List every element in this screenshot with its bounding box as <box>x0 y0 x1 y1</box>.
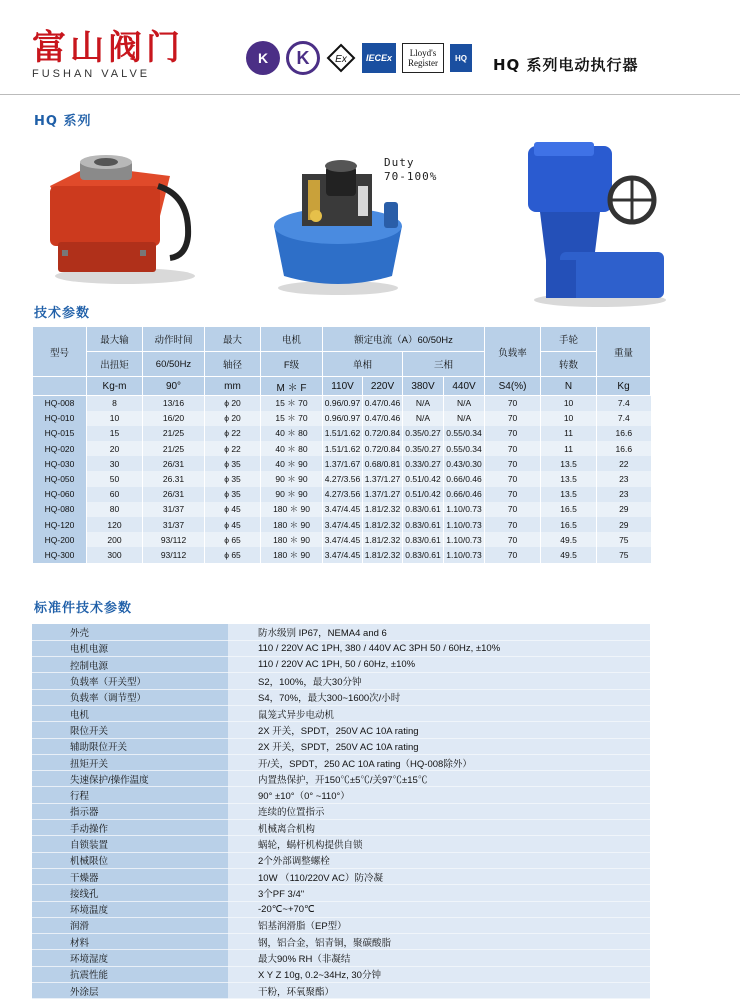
brand-logo-cn: 富山阀门 <box>32 28 184 68</box>
table-row <box>32 917 650 933</box>
param-value: 2X 开关，SPDT，250V AC 10A rating <box>228 722 650 738</box>
param-name: 负载率（调节型） <box>32 689 228 705</box>
param-value: 铝基润滑脂（EP型） <box>228 917 650 933</box>
cell-torque: 120 <box>87 517 143 532</box>
cell-hand: 10 <box>541 411 597 426</box>
cell-duty: 70 <box>485 471 541 486</box>
table-row <box>32 640 650 656</box>
cell-v380: 0.51/0.42 <box>403 487 444 502</box>
cell-v220: 1.81/2.32 <box>363 547 403 562</box>
cell-v110: 0.96/0.97 <box>323 396 363 411</box>
param-name: 控制电源 <box>32 657 228 673</box>
param-value: S4，70%，最大300~1600次/小时 <box>228 689 650 705</box>
cell-v110: 4.27/3.56 <box>323 487 363 502</box>
unit-handwheel: N <box>541 377 597 396</box>
table-row <box>32 803 650 819</box>
cell-time: 21/25 <box>143 441 205 456</box>
cell-time: 21/25 <box>143 426 205 441</box>
cell-hand: 49.5 <box>541 547 597 562</box>
param-value: 2X 开关，SPDT，250V AC 10A rating <box>228 738 650 754</box>
cell-duty: 70 <box>485 532 541 547</box>
cell-v110: 3.47/4.45 <box>323 547 363 562</box>
table-row <box>32 657 650 673</box>
cert-iecex-icon: IECEx <box>362 43 396 73</box>
col-header-torque: 最大输 <box>87 327 143 352</box>
cell-duty: 70 <box>485 396 541 411</box>
col-header-handwheel: 手轮 <box>541 327 597 352</box>
spec-section-title: 技术参数 <box>34 306 91 321</box>
table-row <box>32 689 650 705</box>
cell-weight: 16.6 <box>597 426 651 441</box>
cell-v220: 0.68/0.81 <box>363 456 403 471</box>
cell-v110: 3.47/4.45 <box>323 502 363 517</box>
param-name: 手动操作 <box>32 820 228 836</box>
cell-model: HQ-015 <box>33 426 87 441</box>
table-row <box>32 722 650 738</box>
table-row <box>32 820 650 836</box>
cert-k-icon: K <box>286 41 320 75</box>
cell-v440: 0.66/0.46 <box>444 487 485 502</box>
cell-motor: 180 ＊ 90 <box>261 517 323 532</box>
cell-hand: 10 <box>541 396 597 411</box>
cell-hand: 13.5 <box>541 471 597 486</box>
param-value: 2个外部调整螺栓 <box>228 852 650 868</box>
duty-label: Duty 70-100% <box>384 156 438 183</box>
cell-v440: N/A <box>444 396 485 411</box>
param-value: 内置热保护，开150℃±5℃/关97℃±15℃ <box>228 771 650 787</box>
col-header-shaft: 最大 <box>205 327 261 352</box>
cell-weight: 29 <box>597 502 651 517</box>
cell-torque: 30 <box>87 456 143 471</box>
cell-v110: 0.96/0.97 <box>323 411 363 426</box>
cell-shaft: ϕ 45 <box>205 502 261 517</box>
param-value: 蜗轮，蜗杆机构提供自锁 <box>228 836 650 852</box>
cell-v380: 0.83/0.61 <box>403 532 444 547</box>
cell-time: 13/16 <box>143 396 205 411</box>
table-row <box>32 624 650 640</box>
unit-weight: Kg <box>597 377 651 396</box>
table-row <box>32 868 650 884</box>
cell-v220: 1.37/1.27 <box>363 487 403 502</box>
cert-ku-icon: K <box>246 41 280 75</box>
col-header-weight: 重量 <box>597 327 651 377</box>
cell-hand: 13.5 <box>541 487 597 502</box>
cell-duty: 70 <box>485 517 541 532</box>
cell-v440: 0.55/0.34 <box>444 426 485 441</box>
param-name: 润滑 <box>32 917 228 933</box>
param-value: 90° ±10°（0° ~110°） <box>228 787 650 803</box>
col-header-time-2: 60/50Hz <box>143 352 205 377</box>
cell-model: HQ-010 <box>33 411 87 426</box>
product-image-red-actuator <box>40 146 200 290</box>
cell-torque: 15 <box>87 426 143 441</box>
cell-v220: 0.47/0.46 <box>363 396 403 411</box>
cell-time: 93/112 <box>143 547 205 562</box>
col-header-duty: 负载率 <box>485 327 541 377</box>
col-header-three-phase: 三相 <box>403 352 485 377</box>
cell-v440: 1.10/0.73 <box>444 547 485 562</box>
col-header-time: 动作时间 <box>143 327 205 352</box>
cell-weight: 7.4 <box>597 411 651 426</box>
cell-torque: 10 <box>87 411 143 426</box>
cell-v110: 3.47/4.45 <box>323 517 363 532</box>
brand-logo-en: FUSHAN VALVE <box>32 68 151 80</box>
cell-v380: N/A <box>403 411 444 426</box>
table-row <box>32 705 650 721</box>
table-row <box>33 426 651 441</box>
param-name: 失速保护/操作温度 <box>32 771 228 787</box>
cell-shaft: ϕ 35 <box>205 471 261 486</box>
param-name: 指示器 <box>32 803 228 819</box>
cell-motor: 40 ＊ 80 <box>261 426 323 441</box>
cell-shaft: ϕ 22 <box>205 426 261 441</box>
table-row <box>33 471 651 486</box>
cell-shaft: ϕ 35 <box>205 456 261 471</box>
cell-v110: 3.47/4.45 <box>323 532 363 547</box>
cell-weight: 23 <box>597 471 651 486</box>
std-section-title: 标准件技术参数 <box>34 601 133 616</box>
table-row <box>33 532 651 547</box>
cell-weight: 23 <box>597 487 651 502</box>
table-row <box>33 396 651 411</box>
product-image-blue-actuator <box>520 140 680 314</box>
cell-model: HQ-030 <box>33 456 87 471</box>
unit-110v: 110V <box>323 377 363 396</box>
cell-shaft: ϕ 22 <box>205 441 261 456</box>
cell-model: HQ-200 <box>33 532 87 547</box>
table-row <box>33 487 651 502</box>
cell-duty: 70 <box>485 487 541 502</box>
cell-model: HQ-020 <box>33 441 87 456</box>
cell-v380: 0.35/0.27 <box>403 441 444 456</box>
param-value: S2，100%，最大30分钟 <box>228 673 650 689</box>
col-header-model: 型号 <box>33 327 87 377</box>
cell-duty: 70 <box>485 426 541 441</box>
cell-model: HQ-060 <box>33 487 87 502</box>
table-row <box>32 836 650 852</box>
cell-v220: 0.72/0.84 <box>363 441 403 456</box>
param-value: 连续的位置指示 <box>228 803 650 819</box>
cell-time: 16/20 <box>143 411 205 426</box>
table-row <box>32 787 650 803</box>
cell-v380: 0.83/0.61 <box>403 502 444 517</box>
param-name: 负载率（开关型） <box>32 673 228 689</box>
table-row <box>32 901 650 917</box>
table-row <box>33 547 651 562</box>
unit-model <box>33 377 87 396</box>
cell-torque: 20 <box>87 441 143 456</box>
cell-shaft: ϕ 35 <box>205 487 261 502</box>
cell-weight: 75 <box>597 547 651 562</box>
cell-weight: 75 <box>597 532 651 547</box>
cell-v110: 4.27/3.56 <box>323 471 363 486</box>
unit-motor: M ＊ F <box>261 377 323 396</box>
cell-torque: 300 <box>87 547 143 562</box>
cell-motor: 180 ＊ 90 <box>261 502 323 517</box>
param-name: 限位开关 <box>32 722 228 738</box>
param-value: 110 / 220V AC 1PH, 380 / 440V AC 3PH 50 / 60Hz, ±10% <box>228 640 650 656</box>
cell-v380: 0.83/0.61 <box>403 517 444 532</box>
cell-motor: 40 ＊ 80 <box>261 441 323 456</box>
unit-380v: 380V <box>403 377 444 396</box>
unit-torque: Kg-m <box>87 377 143 396</box>
cell-time: 31/37 <box>143 502 205 517</box>
col-header-torque-2: 出扭矩 <box>87 352 143 377</box>
cell-motor: 40 ＊ 90 <box>261 456 323 471</box>
cell-hand: 49.5 <box>541 532 597 547</box>
cell-motor: 90 ＊ 90 <box>261 487 323 502</box>
cell-time: 93/112 <box>143 532 205 547</box>
cell-hand: 16.5 <box>541 517 597 532</box>
cell-time: 26/31 <box>143 487 205 502</box>
table-row <box>33 441 651 456</box>
cell-v110: 1.37/1.67 <box>323 456 363 471</box>
unit-440v: 440V <box>444 377 485 396</box>
cell-v380: 0.33/0.27 <box>403 456 444 471</box>
table-row <box>32 966 650 982</box>
table-row <box>32 950 650 966</box>
cell-time: 31/37 <box>143 517 205 532</box>
cell-motor: 90 ＊ 90 <box>261 471 323 486</box>
cell-weight: 16.6 <box>597 441 651 456</box>
cell-duty: 70 <box>485 456 541 471</box>
param-value: 10W （110/220V AC）防冷凝 <box>228 868 650 884</box>
param-name: 环境温度 <box>32 901 228 917</box>
param-name: 材料 <box>32 934 228 950</box>
col-header-single-phase: 单相 <box>323 352 403 377</box>
cell-motor: 15 ＊ 70 <box>261 396 323 411</box>
unit-time: 90° <box>143 377 205 396</box>
cell-v110: 1.51/1.62 <box>323 426 363 441</box>
cell-model: HQ-008 <box>33 396 87 411</box>
cell-v380: 0.83/0.61 <box>403 547 444 562</box>
cell-v220: 1.37/1.27 <box>363 471 403 486</box>
cell-hand: 16.5 <box>541 502 597 517</box>
cell-v220: 1.81/2.32 <box>363 532 403 547</box>
table-row <box>32 934 650 950</box>
table-row <box>32 771 650 787</box>
col-header-motor: 电机 <box>261 327 323 352</box>
cell-weight: 22 <box>597 456 651 471</box>
cell-model: HQ-300 <box>33 547 87 562</box>
cell-hand: 11 <box>541 426 597 441</box>
table-row <box>32 754 650 770</box>
param-name: 电机 <box>32 705 228 721</box>
param-name: 行程 <box>32 787 228 803</box>
param-name: 接线孔 <box>32 885 228 901</box>
param-name: 扭矩开关 <box>32 754 228 770</box>
param-name: 辅助限位开关 <box>32 738 228 754</box>
cell-shaft: ϕ 45 <box>205 517 261 532</box>
spec-table-body <box>33 396 651 563</box>
certification-logos <box>246 40 472 76</box>
param-value: -20℃~+70℃ <box>228 901 650 917</box>
param-value: 干粉，环氧聚酯） <box>228 983 650 999</box>
cell-duty: 70 <box>485 411 541 426</box>
cell-v440: N/A <box>444 411 485 426</box>
cell-v440: 1.10/0.73 <box>444 502 485 517</box>
page-title: HQ 系列电动执行器 <box>493 56 639 74</box>
table-row <box>32 852 650 868</box>
cell-v220: 0.47/0.46 <box>363 411 403 426</box>
header-divider <box>0 94 740 95</box>
cell-model: HQ-050 <box>33 471 87 486</box>
param-name: 电机电源 <box>32 640 228 656</box>
param-name: 环境湿度 <box>32 950 228 966</box>
cell-model: HQ-080 <box>33 502 87 517</box>
col-header-shaft-2: 轴径 <box>205 352 261 377</box>
table-row <box>33 411 651 426</box>
cell-shaft: ϕ 20 <box>205 396 261 411</box>
param-name: 外壳 <box>32 624 228 640</box>
cell-hand: 13.5 <box>541 456 597 471</box>
cell-v380: 0.35/0.27 <box>403 426 444 441</box>
cell-shaft: ϕ 65 <box>205 547 261 562</box>
table-row <box>33 456 651 471</box>
cell-duty: 70 <box>485 502 541 517</box>
cell-v380: 0.51/0.42 <box>403 471 444 486</box>
param-value: 机械离合机构 <box>228 820 650 836</box>
table-row <box>33 517 651 532</box>
table-row <box>32 983 650 999</box>
table-row <box>33 502 651 517</box>
cell-torque: 80 <box>87 502 143 517</box>
table-row <box>32 738 650 754</box>
col-header-current: 额定电流（A）60/50Hz <box>323 327 485 352</box>
cell-torque: 200 <box>87 532 143 547</box>
cell-v440: 0.55/0.34 <box>444 441 485 456</box>
param-name: 抗震性能 <box>32 966 228 982</box>
col-header-motor-2: F级 <box>261 352 323 377</box>
cell-hand: 11 <box>541 441 597 456</box>
col-header-handwheel-2: 转数 <box>541 352 597 377</box>
cell-motor: 180 ＊ 90 <box>261 547 323 562</box>
unit-220v: 220V <box>363 377 403 396</box>
cell-weight: 7.4 <box>597 396 651 411</box>
cell-torque: 8 <box>87 396 143 411</box>
param-value: 3个PF 3/4" <box>228 885 650 901</box>
cell-shaft: ϕ 65 <box>205 532 261 547</box>
cell-time: 26.31 <box>143 471 205 486</box>
cell-time: 26/31 <box>143 456 205 471</box>
cell-motor: 180 ＊ 90 <box>261 532 323 547</box>
cell-v220: 0.72/0.84 <box>363 426 403 441</box>
param-value: 鼠笼式异步电动机 <box>228 705 650 721</box>
param-name: 自锁装置 <box>32 836 228 852</box>
cell-v220: 1.81/2.32 <box>363 517 403 532</box>
cell-duty: 70 <box>485 441 541 456</box>
cell-v440: 1.10/0.73 <box>444 532 485 547</box>
cell-v440: 0.66/0.46 <box>444 471 485 486</box>
param-name: 干燥器 <box>32 868 228 884</box>
series-title: HQ 系列 <box>34 114 92 129</box>
cell-duty: 70 <box>485 547 541 562</box>
cell-motor: 15 ＊ 70 <box>261 411 323 426</box>
cell-model: HQ-120 <box>33 517 87 532</box>
cell-torque: 60 <box>87 487 143 502</box>
cell-v110: 1.51/1.62 <box>323 441 363 456</box>
param-value: 钢，铝合金，铝青铜，聚碳酸脂 <box>228 934 650 950</box>
cell-torque: 50 <box>87 471 143 486</box>
cert-hq-icon: HQ <box>450 44 472 72</box>
param-value: X Y Z 10g, 0.2~34Hz, 30分钟 <box>228 966 650 982</box>
table-row <box>32 673 650 689</box>
cell-v380: N/A <box>403 396 444 411</box>
param-name: 机械限位 <box>32 852 228 868</box>
cert-ex-icon <box>326 42 356 74</box>
cell-v220: 1.81/2.32 <box>363 502 403 517</box>
standard-parts-table-body <box>32 624 650 999</box>
unit-shaft: mm <box>205 377 261 396</box>
param-value: 开/关，SPDT，250 AC 10A rating（HQ-008除外） <box>228 754 650 770</box>
param-value: 最大90% RH（非凝结 <box>228 950 650 966</box>
cell-v440: 0.43/0.30 <box>444 456 485 471</box>
cell-weight: 29 <box>597 517 651 532</box>
standard-parts-table <box>32 624 650 999</box>
svg-text:Ex: Ex <box>335 54 347 65</box>
spec-table <box>32 326 651 563</box>
param-value: 防水级别 IP67，NEMA4 and 6 <box>228 624 650 640</box>
page-header <box>0 0 740 96</box>
param-name: 外涂层 <box>32 983 228 999</box>
cert-lloyds-icon: Lloyd's Register <box>402 43 444 73</box>
param-value: 110 / 220V AC 1PH, 50 / 60Hz, ±10% <box>228 657 650 673</box>
table-row <box>32 885 650 901</box>
unit-duty: S4(%) <box>485 377 541 396</box>
cell-v440: 1.10/0.73 <box>444 517 485 532</box>
cell-shaft: ϕ 20 <box>205 411 261 426</box>
